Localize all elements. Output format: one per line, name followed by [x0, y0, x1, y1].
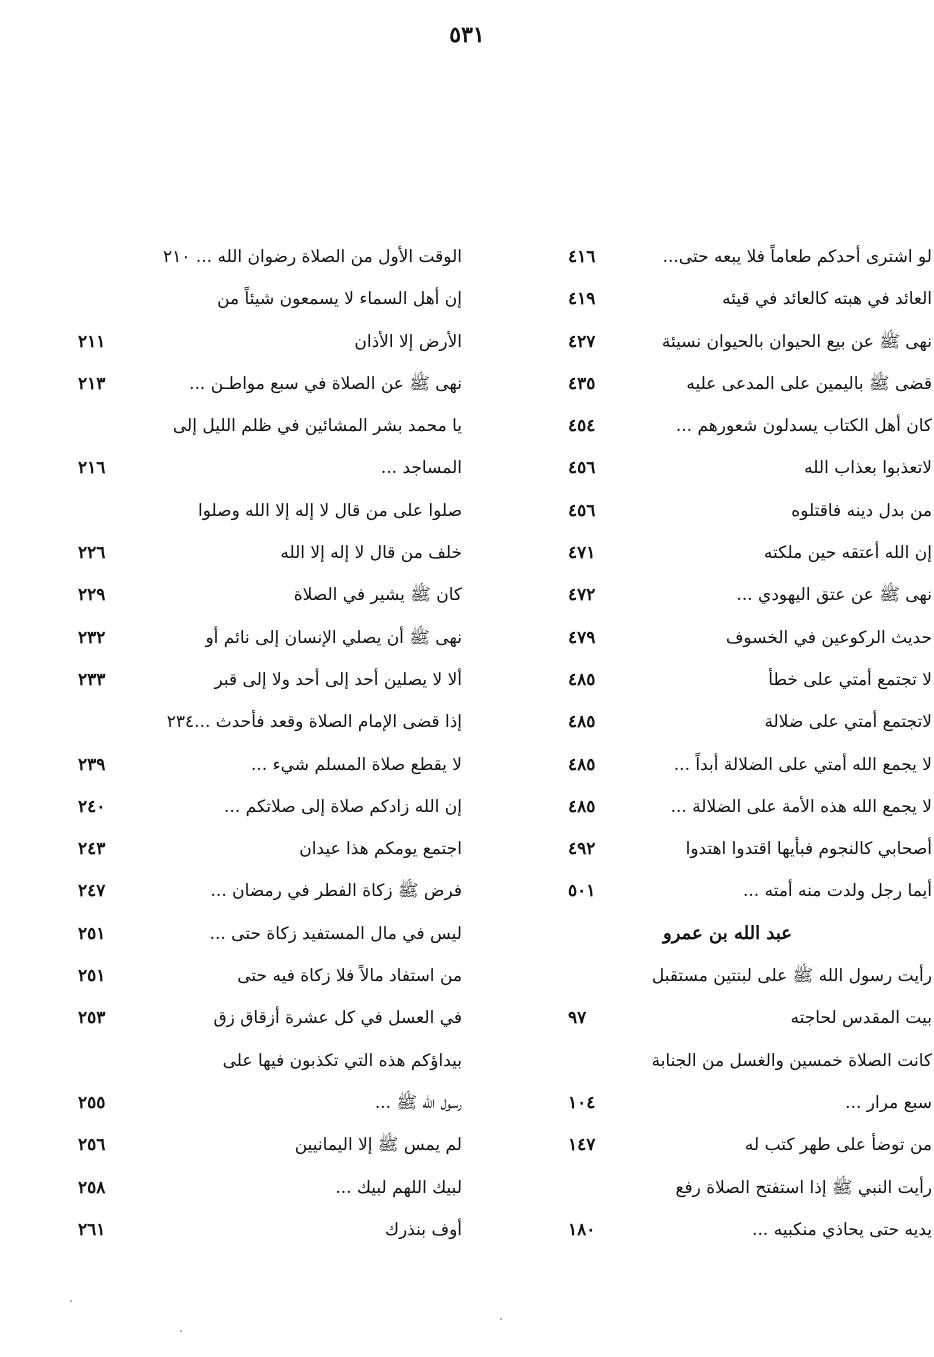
entry-text: لا تجتمع أمتي على خطأ: [768, 669, 932, 690]
index-entry: [548, 407, 932, 449]
entry-page-number: ٤١٦: [568, 247, 596, 267]
entry-page-number: ٤٧١: [568, 543, 596, 564]
index-entry: [70, 1169, 462, 1211]
entry-page-number: ١٨٠: [568, 1219, 596, 1240]
entry-text: الوقت الأول من الصلاة رضوان الله ... ٢١٠: [163, 247, 462, 267]
entry-text: كان ﷺ يشير في الصلاة: [293, 585, 462, 606]
index-entry: [548, 1211, 932, 1253]
index-entry: [548, 323, 932, 365]
index-entry: [70, 746, 462, 788]
entry-page-number: ٢٢٩: [78, 585, 106, 606]
entry-text: أيما رجل ولدت منه أمته ...: [742, 881, 932, 902]
index-entry: [70, 534, 462, 576]
entry-text: إذا قضى الإمام الصلاة وقعد فأحدث ...٢٣٤: [166, 712, 462, 733]
entry-text: لم يمس ﷺ إلا اليمانيين: [294, 1135, 462, 1156]
index-entry: [548, 492, 932, 534]
index-entry: [70, 830, 462, 872]
index-entry: [70, 661, 462, 703]
index-entry: [548, 449, 932, 491]
entry-text: فرض ﷺ زكاة الفطر في رمضان ...: [210, 881, 462, 902]
entry-text: بيداؤكم هذه التي تكذبون فيها على: [222, 1050, 462, 1071]
entry-page-number: ٢٥٨: [78, 1177, 106, 1198]
entry-page-number: ١٤٧: [568, 1135, 596, 1156]
index-entry: [548, 1126, 932, 1168]
index-entry: [548, 576, 932, 618]
section-heading-row: [548, 915, 932, 957]
entry-text: اجتمع يومكم هذا عيدان: [299, 839, 462, 860]
entry-page-number: ٤٨٥: [568, 796, 596, 817]
entry-page-number: ٢١١: [78, 331, 106, 352]
entry-text: قضى ﷺ باليمين على المدعى عليه: [686, 373, 932, 394]
entry-page-number: ٤٢٧: [568, 331, 596, 352]
entry-page-number: ٤٥٦: [568, 500, 596, 521]
index-entry: [70, 703, 462, 745]
index-entry: [548, 280, 932, 322]
index-entry: [548, 1169, 932, 1211]
index-entry: [548, 661, 932, 703]
entry-text: بيت المقدس لحاجته: [790, 1008, 932, 1029]
index-entry: [548, 1042, 932, 1084]
entry-text: خلف من قال لا إله إلا الله: [280, 543, 462, 564]
entry-text: ليس في مال المستفيد زكاة حتى ...: [209, 923, 462, 944]
entry-text: حديث الركوعين في الخسوف: [725, 627, 932, 648]
index-entry: [548, 999, 932, 1041]
entry-text: نهى ﷺ عن الصلاة في سبع مواطـن ...: [189, 373, 462, 394]
entry-text: إن الله أعتقه حين ملكته: [763, 543, 932, 564]
entry-page-number: ٤٥٤: [568, 416, 596, 437]
index-entry: [548, 534, 932, 576]
entry-page-number: ٤٥٦: [568, 458, 596, 479]
entry-text: أصحابي كالنجوم فبأيها اقتدوا اهتدوا: [685, 839, 932, 860]
entry-page-number: ٢٣٩: [78, 754, 106, 775]
entry-text: الأرض إلا الأذان: [354, 331, 462, 352]
index-entry: [70, 1042, 462, 1084]
entry-text: من استفاد مالاً فلا زكاة فيه حتى: [237, 966, 462, 987]
index-entry: [70, 1211, 462, 1253]
scan-speck: [70, 1300, 72, 1302]
index-entry: [70, 788, 462, 830]
index-entry: [548, 957, 932, 999]
index-entry: [548, 872, 932, 914]
entry-page-number: ٢١٦: [78, 458, 106, 479]
index-entry: [70, 872, 462, 914]
entry-text: يا محمد بشر المشائين في ظلم الليل إلى: [172, 416, 462, 437]
entry-page-number: ٥٠١: [568, 881, 596, 902]
index-column-left: [70, 238, 462, 1253]
scan-speck: [180, 1330, 182, 1332]
entry-page-number: ٩٧: [568, 1008, 587, 1029]
index-entry: [548, 830, 932, 872]
entry-text: نهى ﷺ عن بيع الحيوان بالحيوان نسيئة: [661, 331, 932, 352]
index-entry: [548, 619, 932, 661]
index-entry: [548, 365, 932, 407]
entry-text: رسول الله ﷺ ...: [374, 1092, 462, 1113]
index-entry: [70, 365, 462, 407]
entry-text: أوف بنذرك: [385, 1219, 462, 1240]
entry-text: من توضأ على طهر كتب له: [744, 1135, 932, 1156]
entry-text: رأيت النبي ﷺ إذا استفتح الصلاة رفع: [675, 1177, 932, 1198]
section-heading: عبد الله بن عمرو: [663, 922, 792, 944]
index-entry: [70, 407, 462, 449]
entry-page-number: ٤٧٩: [568, 627, 596, 648]
entry-text: العائد في هبته كالعائد في قيئه: [722, 289, 932, 310]
index-entry: [70, 999, 462, 1041]
index-entry: [548, 1084, 932, 1126]
entry-page-number: ٢٤٣: [78, 839, 106, 860]
entry-text: رأيت رسول الله ﷺ على لبنتين مستقبل: [651, 966, 932, 987]
index-entry: [70, 576, 462, 618]
entry-text: لا يقطع صلاة المسلم شيء ...: [251, 754, 462, 775]
index-entry: [70, 323, 462, 365]
entry-text: لا يجمع الله هذه الأمة على الضلالة ...: [670, 796, 932, 817]
entry-page-number: ٢٢٦: [78, 543, 106, 564]
index-column-right: [548, 238, 932, 1253]
entry-text: من بدل دينه فاقتلوه: [791, 500, 932, 521]
entry-text: كانت الصلاة خمسين والغسل من الجنابة: [651, 1050, 932, 1071]
index-entry: [70, 1126, 462, 1168]
entry-text: إن الله زادكم صلاة إلى صلاتكم ...: [224, 796, 462, 817]
entry-text: سبع مرار ...: [845, 1092, 932, 1113]
entry-text: نهى ﷺ عن عتق اليهودي ...: [736, 585, 932, 606]
entry-page-number: ٤٣٥: [568, 373, 596, 394]
entry-text: إن أهل السماء لا يسمعون شيئاً من: [217, 289, 462, 310]
entry-text: صلوا على من قال لا إله إلا الله وصلوا: [198, 500, 462, 521]
index-entry: [70, 915, 462, 957]
entry-text: لاتجتمع أمتي على ضلالة: [764, 712, 932, 733]
index-entry: [70, 492, 462, 534]
entry-text: في العسل في كل عشرة أزقاق زق: [213, 1008, 462, 1029]
entry-page-number: ٤١٩: [568, 289, 596, 310]
index-entry: [548, 238, 932, 280]
entry-text: المساجد ...: [380, 458, 462, 479]
index-entry: [70, 1084, 462, 1126]
entry-text: ألا لا يصلين أحد إلى أحد ولا إلى قبر: [214, 669, 462, 690]
entry-text: كان أهل الكتاب يسدلون شعورهم ...: [675, 416, 932, 437]
scan-speck: [500, 1318, 502, 1320]
index-entry: [548, 746, 932, 788]
index-entry: [548, 703, 932, 745]
entry-page-number: ٤٨٥: [568, 754, 596, 775]
index-entry: [70, 957, 462, 999]
entry-text: لاتعذبوا بعذاب الله: [804, 458, 932, 479]
entry-page-number: ٢٥٥: [78, 1092, 106, 1113]
index-entry: [70, 619, 462, 661]
entry-page-number: ٢٥٦: [78, 1135, 106, 1156]
entry-page-number: ٢٣٣: [78, 669, 106, 690]
entry-page-number: ٢٥١: [78, 923, 106, 944]
entry-page-number: ٢١٣: [78, 373, 106, 394]
entry-page-number: ٢٤٠: [78, 796, 106, 817]
entry-page-number: ٢٦١: [78, 1219, 106, 1240]
entry-page-number: ٤٨٥: [568, 669, 596, 690]
index-entry: [70, 449, 462, 491]
entry-page-number: ٤٨٥: [568, 712, 596, 733]
entry-page-number: ٤٩٢: [568, 839, 596, 860]
entry-page-number: ٢٣٢: [78, 627, 106, 648]
index-entry: [548, 788, 932, 830]
entry-text: لو اشترى أحدكم طعاماً فلا يبعه حتى...: [662, 247, 932, 267]
entry-page-number: ٢٥٣: [78, 1008, 106, 1029]
entry-page-number: ٢٥١: [78, 966, 106, 987]
entry-text: نهى ﷺ أن يصلي الإنسان إلى نائم أو: [205, 627, 462, 648]
page-number: ٥٣١: [449, 22, 485, 48]
index-entry: [70, 280, 462, 322]
entry-text: يديه حتى يحاذي منكبيه ...: [752, 1219, 932, 1240]
entry-text: لا يجمع الله أمتي على الضلالة أبداً ...: [673, 754, 932, 775]
entry-page-number: ١٠٤: [568, 1092, 596, 1113]
index-entry: [70, 238, 462, 280]
entry-text: لبيك اللهم لبيك ...: [335, 1177, 462, 1198]
entry-page-number: ٤٧٢: [568, 585, 596, 606]
entry-page-number: ٢٤٧: [78, 881, 106, 902]
